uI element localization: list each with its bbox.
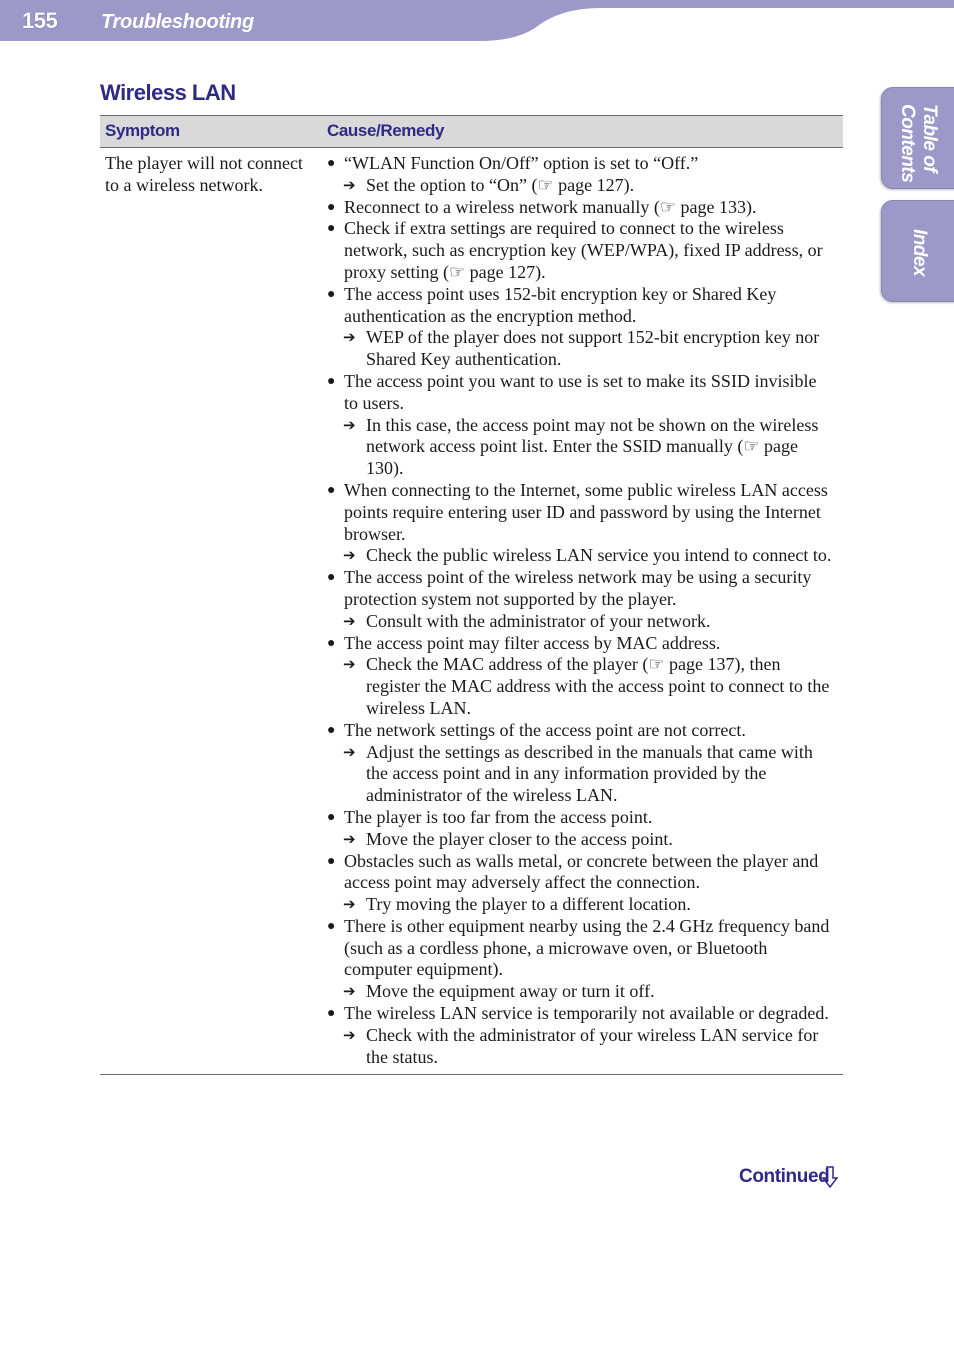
remedy-text: Adjust the settings as described in the manuals that came with the access point and in any information provided by the administrator of the wireless LAN.	[366, 741, 813, 806]
remedy-item	[327, 1025, 832, 1069]
remedy-text: Check the public wireless LAN service you intend to connect to.	[366, 545, 832, 566]
list-item	[327, 153, 832, 175]
column-header-cause-remedy: Cause/Remedy	[327, 121, 445, 140]
table-header	[100, 116, 843, 148]
remedy-text: Check with the administrator of your wireless LAN service for the status.	[366, 1024, 819, 1067]
arrow-right-icon: ➔	[343, 829, 356, 848]
remedy-item	[327, 894, 832, 916]
list-item	[327, 284, 832, 328]
list-item	[327, 807, 832, 829]
cause-text: “WLAN Function On/Off” option is set to “Off.”	[344, 153, 699, 173]
list-item	[327, 633, 832, 655]
remedy-text: Set the option to “On” (☞ page 127).	[366, 174, 635, 195]
bullet-icon: ●	[327, 722, 336, 738]
table-row	[100, 148, 843, 1074]
continued-label[interactable]: Continued	[739, 1166, 830, 1187]
list-item	[327, 1003, 832, 1025]
troubleshooting-table	[100, 115, 843, 1075]
arrow-right-icon: ➔	[343, 175, 356, 194]
cause-text: The player is too far from the access point.	[344, 806, 653, 827]
tab-table-of-contents[interactable]	[881, 87, 954, 189]
arrow-right-icon: ➔	[343, 1025, 356, 1044]
arrow-right-icon: ➔	[343, 328, 356, 347]
remedy-item	[327, 829, 832, 851]
list-item	[327, 720, 832, 742]
remedy-item	[327, 654, 832, 719]
column-header-symptom: Symptom	[105, 121, 180, 140]
cause-text: Check if extra settings are required to connect to the wireless network, such as encryption key (WEP/WPA), fixed IP address, or proxy setting (☞ page 127).	[344, 218, 823, 282]
cause-text: Obstacles such as walls metal, or concrete between the player and access point may adversely affect the connection.	[344, 850, 819, 893]
list-item	[327, 197, 832, 219]
tab-index-label: Index	[909, 229, 930, 277]
cause-remedy-cell	[327, 153, 832, 1068]
bullet-icon: ●	[327, 918, 336, 934]
symptom-cell: The player will not connect to a wireless network.	[105, 153, 303, 195]
list-item	[327, 371, 832, 415]
bullet-icon: ●	[327, 1006, 336, 1022]
bullet-icon: ●	[327, 221, 336, 237]
bullet-icon: ●	[327, 853, 336, 869]
cause-text: When connecting to the Internet, some public wireless LAN access points require entering user ID and password by using the Internet browser.	[344, 479, 828, 544]
remedy-text: Move the equipment away or turn it off.	[366, 981, 655, 1002]
arrow-right-icon: ➔	[343, 895, 356, 914]
remedy-item	[327, 742, 832, 807]
remedy-text: Check the MAC address of the player (☞ page 137), then register the MAC address with the access point to connect to the wireless LAN.	[366, 654, 830, 718]
bullet-icon: ●	[327, 199, 336, 215]
cause-text: The wireless LAN service is temporarily not available or degraded.	[344, 1003, 829, 1024]
remedy-item	[327, 415, 832, 480]
arrow-right-icon: ➔	[343, 546, 356, 565]
remedy-item	[327, 611, 832, 633]
arrow-right-icon: ➔	[343, 415, 356, 434]
remedy-text: Move the player closer to the access point.	[366, 828, 673, 849]
remedy-text: Consult with the administrator of your network.	[366, 610, 711, 631]
cause-text: The access point of the wireless network may be using a security protection system not supported by the player.	[344, 567, 812, 609]
bullet-icon: ●	[327, 570, 336, 586]
cause-text: The access point may filter access by MAC address.	[344, 632, 721, 653]
bullet-icon: ●	[327, 635, 336, 651]
bullet-icon: ●	[327, 809, 336, 825]
arrow-right-icon: ➔	[343, 742, 356, 761]
remedy-text: In this case, the access point may not be shown on the wireless network access point list. Enter the SSID manually (☞ page 130).	[366, 414, 819, 479]
list-item	[327, 218, 832, 283]
tab-table-of-contents-label: Table of Contents	[897, 104, 940, 183]
remedy-item	[327, 327, 832, 371]
list-item	[327, 567, 832, 611]
page-header	[0, 0, 954, 44]
arrow-down-icon[interactable]	[822, 1166, 838, 1188]
cause-text: Reconnect to a wireless network manually (☞ page 133).	[344, 196, 757, 217]
list-item	[327, 480, 832, 545]
remedy-text: WEP of the player does not support 152-bit encryption key nor Shared Key authentication.	[366, 327, 820, 370]
cause-text: There is other equipment nearby using the 2.4 GHz frequency band (such as a cordless phone, a microwave oven, or Bluetooth computer equipment).	[344, 915, 830, 980]
bullet-icon: ●	[327, 482, 336, 498]
cause-text: The access point uses 152-bit encryption key or Shared Key authentication as the encryption method.	[344, 283, 777, 326]
arrow-right-icon: ➔	[343, 982, 356, 1001]
bullet-icon: ●	[327, 156, 336, 171]
arrow-right-icon: ➔	[343, 611, 356, 630]
list-item	[327, 851, 832, 895]
remedy-item	[327, 981, 832, 1003]
tab-index[interactable]	[881, 200, 954, 302]
page-number: 155	[22, 8, 58, 33]
page-title: Wireless LAN	[100, 80, 236, 105]
bullet-icon: ●	[327, 373, 336, 389]
remedy-text: Try moving the player to a different location.	[366, 894, 691, 915]
list-item	[327, 916, 832, 981]
bullet-icon: ●	[327, 286, 336, 302]
cause-text: The network settings of the access point are not correct.	[344, 719, 746, 740]
remedy-item	[327, 175, 832, 197]
cause-text: The access point you want to use is set to make its SSID invisible to users.	[344, 370, 817, 413]
remedy-item	[327, 545, 832, 567]
arrow-right-icon: ➔	[343, 655, 356, 674]
section-label: Troubleshooting	[101, 11, 254, 33]
